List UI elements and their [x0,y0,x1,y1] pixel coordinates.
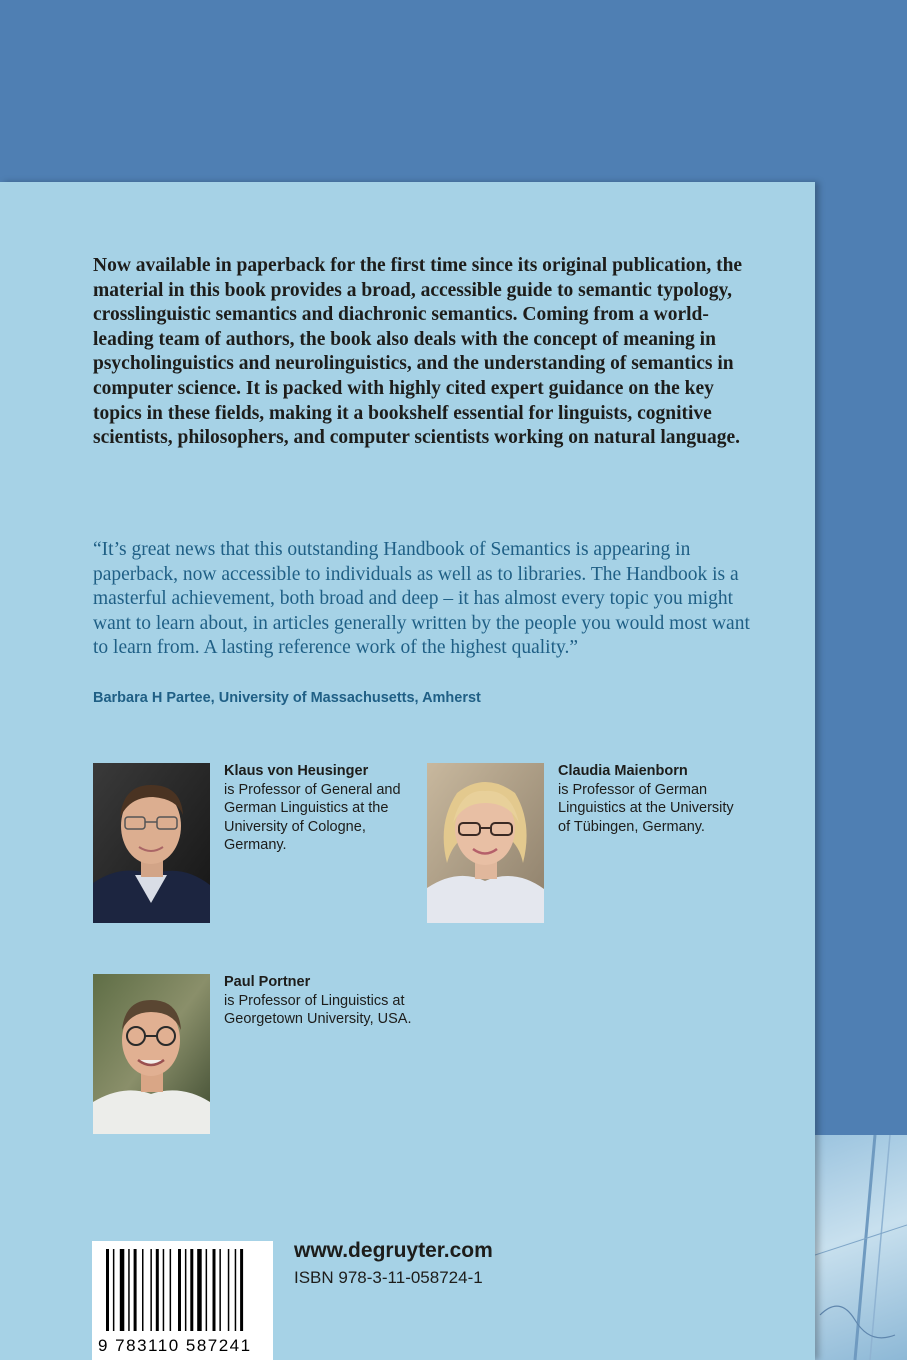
barcode-bars [106,1249,259,1331]
author-photo-paul [93,974,210,1134]
endorsement-quote: “It’s great news that this outstanding Handbook of Semantics is appearing in paperback, now accessible to individuals as well as to libraries. The Handbook is a masterful achievement, both broad and deep – it has almost every topic you might want to learn about, in articles generally written by the people you would most want to learn from. A lasting reference work of the highest quality.” [93,539,750,659]
isbn-barcode [92,1241,273,1360]
author-description: is Professor of German Linguistics at the University of Tübingen, Germany. [558,781,734,835]
author-name: Klaus von Heusinger [224,763,369,779]
author-bio-claudia [558,762,748,836]
book-description: Now available in paperback for the first time since its original publication, the material in this book provides a broad, accessible guide to semantic typology, crosslinguistic semantics and diachronic semantics. Coming from a world-leading team of authors, the book also deals with the concept of meaning in psycholinguistics and neurolinguistics, and the understanding of semantics in computer science. It is packed with highly cited expert guidance on the key topics in these fields, making it a bookshelf essential for linguists, cognitive scientists, philosophers, and computer scientists working on natural language. [93,255,743,449]
author-photo-klaus [93,763,210,923]
publisher-website[interactable]: www.degruyter.com [294,1239,493,1262]
endorsement-author: Barbara H Partee, University of Massachusetts, Amherst [93,690,481,706]
author-description: is Professor of Linguistics at Georgetown University, USA. [224,992,412,1027]
background-decoration [815,1135,907,1360]
author-photo-claudia [427,763,544,923]
author-name: Paul Portner [224,974,311,990]
author-name: Claudia Maienborn [558,763,688,779]
author-bio-klaus [224,762,414,855]
isbn-number: ISBN 978-3-11-058724-1 [294,1268,483,1287]
author-description: is Professor of General and German Linguistics at the University of Cologne, Germany. [224,781,401,853]
back-cover-panel [0,182,815,1360]
barcode-digits: 9 783110 587241 [98,1336,252,1355]
author-bio-paul [224,973,414,1029]
